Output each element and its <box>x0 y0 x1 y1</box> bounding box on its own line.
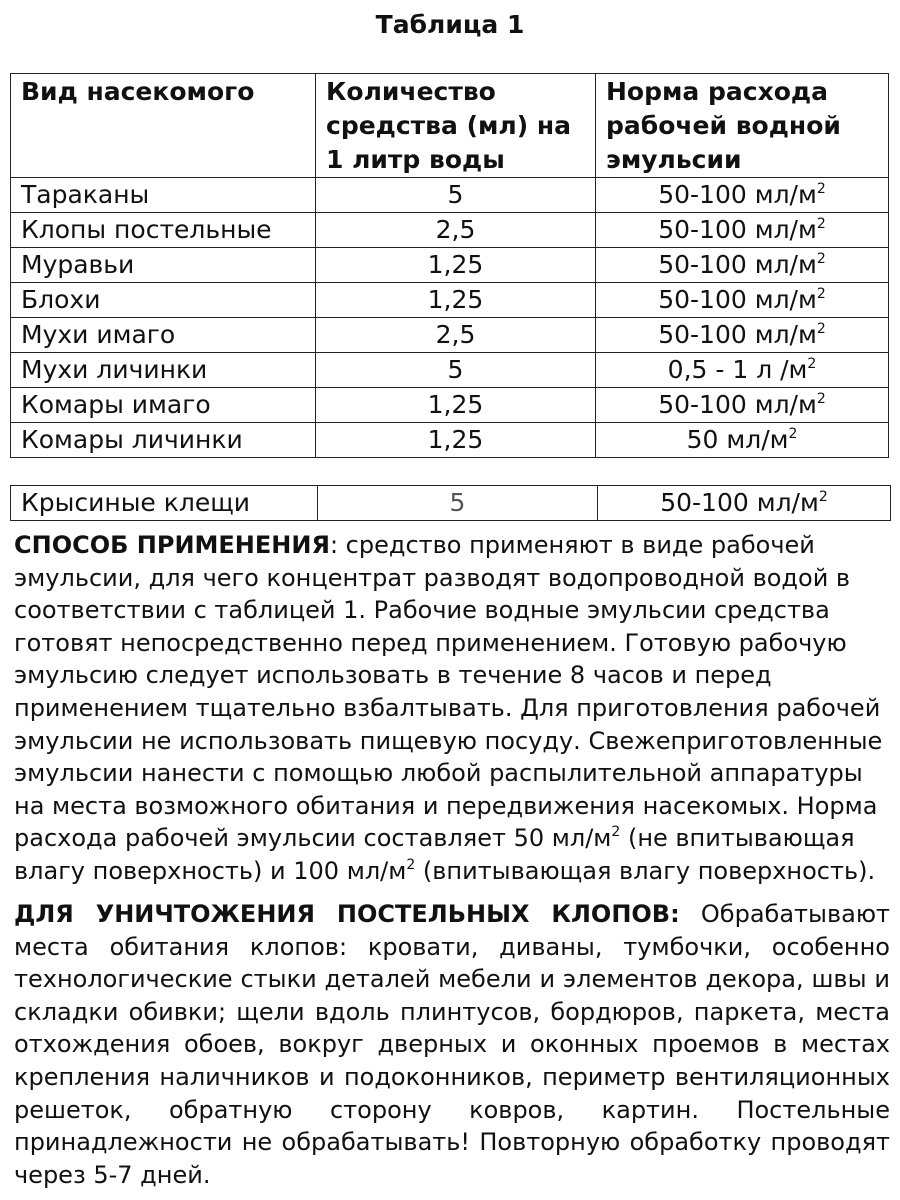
amount-cell: 1,25 <box>316 248 596 283</box>
rate-text: 50-100 мл/м <box>658 285 817 314</box>
amount-cell: 1,25 <box>316 423 596 458</box>
rate-superscript: 2 <box>816 251 826 267</box>
rate-superscript: 2 <box>816 321 826 337</box>
rate-text: 50-100 мл/м <box>658 320 817 349</box>
rate-cell <box>596 283 889 318</box>
table-row <box>11 388 889 423</box>
table-row <box>11 213 889 248</box>
rate-cell <box>596 423 889 458</box>
amount-cell: 2,5 <box>316 213 596 248</box>
rate-superscript: 2 <box>816 181 826 197</box>
table-row <box>11 486 891 521</box>
rate-text: 50 мл/м <box>686 425 789 454</box>
table-title: Таблица 1 <box>375 10 525 39</box>
usage-heading: СПОСОБ ПРИМЕНЕНИЯ <box>14 531 330 559</box>
extra-table <box>10 485 891 521</box>
insect-cell: Комары личинки <box>11 423 316 458</box>
rate-text: 50-100 мл/м <box>660 488 819 517</box>
insect-cell: Клопы постельные <box>11 213 316 248</box>
usage-text-1: : средство применяют в виде рабочей эмульсии, для чего концентрат разводят водопроводной водой в соответствии с таблицей 1. Рабочие водные эмульсии средства готовят непосредственно перед применением. Готовую рабочую эмульсию следует использовать в течение 8 часов и перед применением тщательно взбалтывать. Для приготовления рабочей эмульсии не использовать пищевую посуду. Свежеприготовленные эмульсии нанести с помощью любой распылительной аппаратуры на места возможного обитания и передвижения насекомых. Норма расхода рабочей эмульсии составляет 50 мл/м <box>14 531 883 853</box>
rate-superscript: 2 <box>816 216 826 232</box>
usage-sup-1: 2 <box>611 824 621 841</box>
amount-cell: 2,5 <box>316 318 596 353</box>
table-row <box>11 318 889 353</box>
header-rate: Норма расхода рабочей водной эмульсии <box>596 74 889 178</box>
rate-text: 50-100 мл/м <box>658 250 817 279</box>
bedbugs-heading: ДЛЯ УНИЧТОЖЕНИЯ ПОСТЕЛЬНЫХ КЛОПОВ: <box>14 900 680 928</box>
table-header-row <box>11 74 889 178</box>
rate-cell <box>596 353 889 388</box>
insect-cell: Мухи личинки <box>11 353 316 388</box>
table-row <box>11 283 889 318</box>
insect-cell: Комары имаго <box>11 388 316 423</box>
insect-cell: Тараканы <box>11 178 316 213</box>
rate-cell <box>596 178 889 213</box>
rate-text: 50-100 мл/м <box>658 215 817 244</box>
insect-cell: Крысиные клещи <box>11 486 318 521</box>
rate-text: 50-100 мл/м <box>658 390 817 419</box>
rate-superscript: 2 <box>788 426 798 442</box>
rate-superscript: 2 <box>818 489 828 505</box>
usage-sup-2: 2 <box>406 856 416 873</box>
amount-cell: 5 <box>316 353 596 388</box>
insect-cell: Муравьи <box>11 248 316 283</box>
rate-cell <box>596 248 889 283</box>
usage-text-2: (не впитывающая влагу поверхность) и 100 мл/м <box>14 824 855 885</box>
table-row <box>11 423 889 458</box>
bedbugs-paragraph <box>14 898 890 1191</box>
bedbugs-text: Обрабатывают места обитания клопов: кровати, диваны, тумбочки, особенно технологические стыки деталей мебели и элементов декора, швы и складки обивки; щели вдоль плинтусов, бордюров, паркета, места отхождения обоев, вокруг дверных и оконных проемов в местах крепления наличников и подоконников, периметр вентиляционных решеток, обратную сторону ковров, картин. Постельные принадлежности не обрабатывать! Повторную обработку проводят через 5-7 дней. <box>14 900 890 1189</box>
amount-cell: 1,25 <box>316 388 596 423</box>
amount-cell: 1,25 <box>316 283 596 318</box>
rate-text: 50-100 мл/м <box>658 180 817 209</box>
usage-paragraph <box>14 529 890 888</box>
table-row <box>11 178 889 213</box>
insect-cell: Мухи имаго <box>11 318 316 353</box>
rate-text: 0,5 - 1 л /м <box>667 355 808 384</box>
insect-table <box>10 73 889 458</box>
amount-cell: 5 <box>318 486 598 521</box>
rate-cell <box>598 486 891 521</box>
amount-cell: 5 <box>316 178 596 213</box>
rate-cell <box>596 318 889 353</box>
rate-superscript: 2 <box>816 286 826 302</box>
rate-superscript: 2 <box>807 356 817 372</box>
table-row <box>11 248 889 283</box>
usage-text-3: (впитывающая влагу поверхность). <box>415 856 876 885</box>
rate-superscript: 2 <box>816 391 826 407</box>
insect-cell: Блохи <box>11 283 316 318</box>
header-insect: Вид насекомого <box>11 74 316 178</box>
rate-cell <box>596 213 889 248</box>
header-amount: Количество средства (мл) на 1 литр воды <box>316 74 596 178</box>
table-row <box>11 353 889 388</box>
rate-cell <box>596 388 889 423</box>
